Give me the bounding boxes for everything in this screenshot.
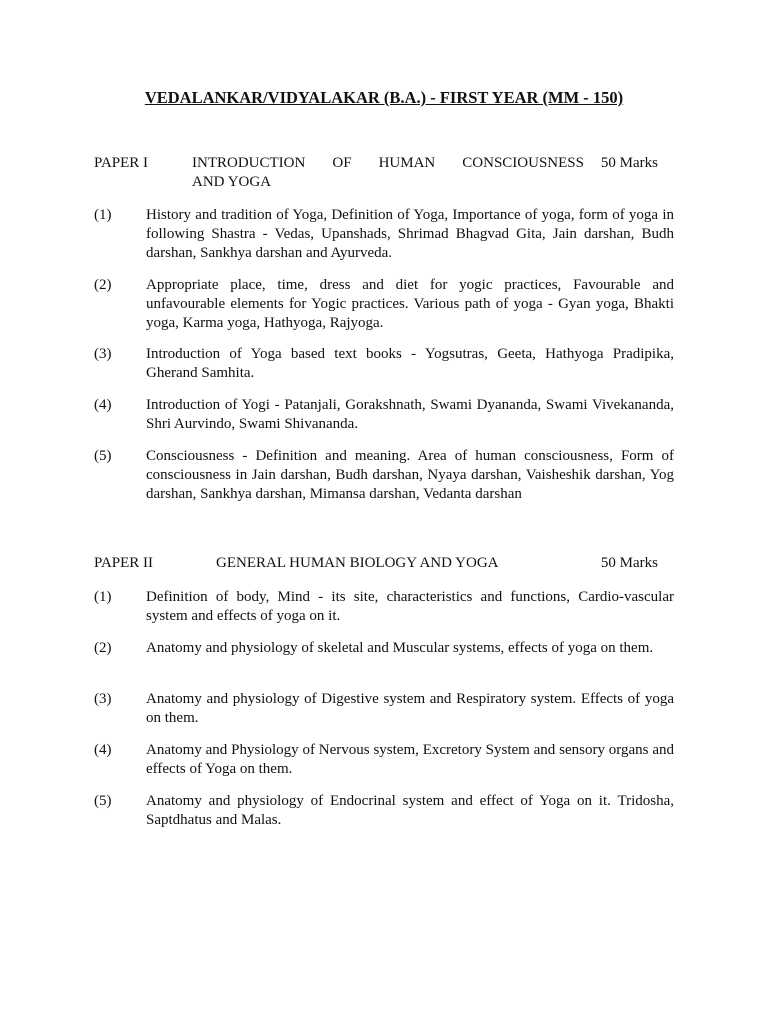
item-number: (4) bbox=[94, 742, 112, 758]
item-text: Anatomy and physiology of skeletal and Muscular systems, effects of yoga on them. bbox=[146, 640, 654, 656]
item-number: (4) bbox=[94, 397, 112, 413]
item-number: (3) bbox=[94, 691, 112, 707]
item-number: (2) bbox=[94, 640, 112, 656]
item-text: Consciousness - Definition and meaning. Area of human consciousness, Form of consciousness in Jain darshan, Budh darshan, Nyaya darshan, Vaisheshik darshan, Yog darshan, Sankhya darshan, Mimansa darshan, Vedanta darshan bbox=[146, 448, 674, 502]
paper-2-heading bbox=[94, 554, 674, 574]
paper-code: PAPER II bbox=[94, 555, 154, 571]
paper-subject: GENERAL HUMAN BIOLOGY AND YOGA bbox=[216, 555, 499, 571]
item-number: (2) bbox=[94, 277, 112, 293]
paper-1-heading bbox=[94, 154, 674, 194]
paper-marks: 50 Marks bbox=[600, 155, 658, 171]
item-text: Appropriate place, time, dress and diet for yogic practices, Favourable and unfavourable elements for Yogic practices. Various path of yoga - Gyan yoga, Bhakti yoga, Karma yoga, Hathyoga, Rajyoga. bbox=[146, 277, 674, 331]
document-title: VEDALANKAR/VIDYALAKAR (B.A.) - FIRST YEAR (MM - 150) bbox=[144, 88, 624, 107]
item-number: (1) bbox=[94, 589, 112, 605]
item-number: (5) bbox=[94, 793, 112, 809]
item-text: Anatomy and physiology of Endocrinal system and effect of Yoga on it. Tridosha, Saptdhatus and Malas. bbox=[146, 793, 674, 828]
item-text: Introduction of Yoga based text books - Yogsutras, Geeta, Hathyoga Pradipika, Gherand Samhita. bbox=[146, 346, 674, 381]
item-text: Anatomy and Physiology of Nervous system, Excretory System and sensory organs and effects of Yoga on them. bbox=[146, 742, 674, 777]
item-number: (5) bbox=[94, 448, 112, 464]
item-text: Anatomy and physiology of Digestive system and Respiratory system. Effects of yoga on them. bbox=[146, 691, 674, 726]
paper-subject-continued: AND YOGA bbox=[192, 174, 272, 190]
item-text: Introduction of Yogi - Patanjali, Gorakshnath, Swami Dyananda, Swami Vivekananda, Shri Aurvindo, Swami Shivananda. bbox=[146, 397, 674, 432]
item-number: (3) bbox=[94, 346, 112, 362]
paper-subject: INTRODUCTION OF HUMAN CONSCIOUSNESS bbox=[192, 155, 584, 171]
item-text: Definition of body, Mind - its site, characteristics and functions, Cardio-vascular system and effects of yoga on it. bbox=[146, 589, 674, 624]
paper-marks: 50 Marks bbox=[600, 555, 658, 571]
item-text: History and tradition of Yoga, Definition of Yoga, Importance of yoga, form of yoga in following Shastra - Vedas, Upanshads, Shrimad Bhagvad Gita, Jain darshan, Budh darshan, Sankhya darshan and Ayurveda. bbox=[146, 207, 674, 261]
item-number: (1) bbox=[94, 207, 112, 223]
paper-code: PAPER I bbox=[94, 155, 149, 171]
